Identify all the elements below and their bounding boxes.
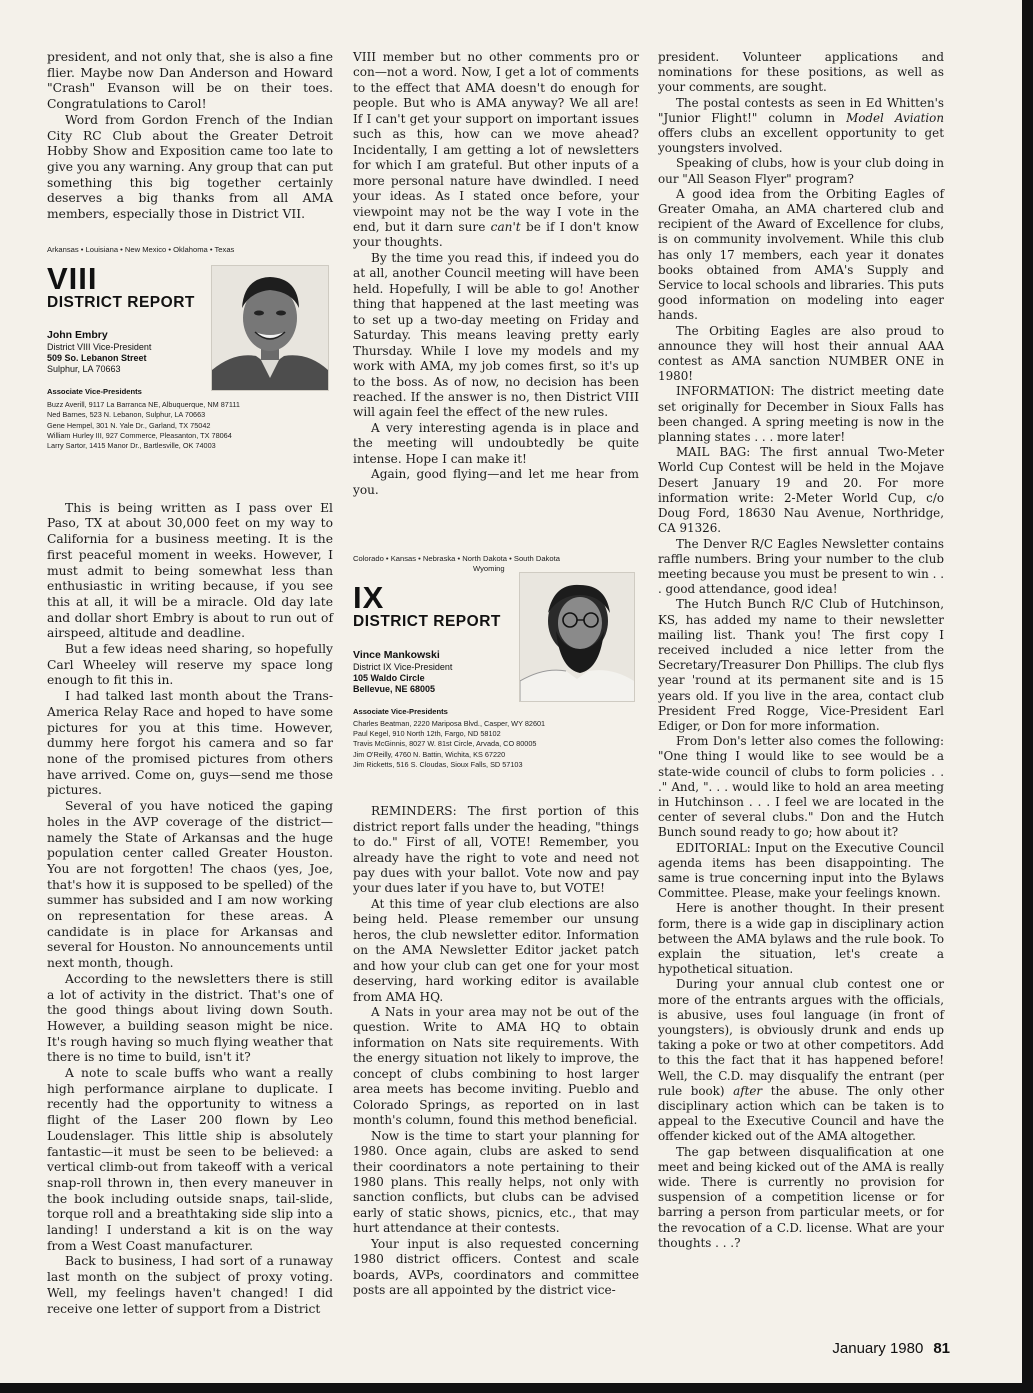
paragraph: A very interesting agenda is in place and the meeting will undoubtedly be quite intense. Hope I can make it! (353, 420, 639, 466)
emphasis: Model Aviation (846, 110, 944, 125)
assoc-item: Travis McGinnis, 8027 W. 81st Circle, Arvada, CO 80005 (353, 739, 537, 749)
paragraph: Word from Gordon French of the Indian City RC Club about the Greater Detroit Hobby Show and Exposition came too late to give you any warning. Any group that can put something this big together certainly deserves a big thanks from all AMA members, especially those in District VII. (47, 112, 333, 222)
vp-title: District IX Vice-President (353, 661, 453, 672)
paragraph: A Nats in your area may not be out of the question. Write to AMA HQ to obtain information on Nats site requirements. With the energy situation not likely to improve, the concept of clubs combining to host larger area meets has become inviting. Pueblo and Colorado Springs, as reported on in last month's column, found this method beneficial. (353, 1005, 639, 1128)
assoc-item: William Hurley III, 927 Commerce, Pleasanton, TX 78064 (47, 430, 232, 440)
paragraph (658, 977, 944, 1144)
states-line: Wyoming (473, 564, 505, 574)
assoc-item: Ned Barnes, 523 N. Lebanon, Sulphur, LA 70663 (47, 410, 206, 420)
assoc-list (47, 400, 333, 451)
text-run: During your annual club contest one or more of the entrants argues with the officials, is abusive, uses foul language (in front of youngsters), is obviously drunk and ends up taking a poke or two at other competitors. Add to this the fact that it has happened before! Well, the C.D. may disqualify the entrant (per rule book) (658, 977, 944, 1098)
portrait-bearded-man-image (520, 573, 634, 701)
paragraph: Back to business, I had sort of a runaway last month on the subject of proxy voting. Well, my feelings haven't changed! I did receive one letter of support from a District (47, 1254, 333, 1316)
text-run: be if I don't know your thoughts. (353, 219, 639, 250)
emphasis: can't (490, 219, 521, 234)
vp-city: Sulphur, LA 70663 (47, 364, 121, 375)
district-8-title: DISTRICT REPORT (47, 293, 195, 311)
paragraph: president. Volunteer applications and nominations for these positions, as well as your comments, are sought. (658, 50, 944, 95)
paragraph: Your input is also requested concerning 1980 district officers. Contest and scale boards, AVPs, coordinators and committee posts are all appointed by the district vice- (353, 1236, 639, 1298)
district-8-number: VIII (47, 260, 98, 296)
paragraph: Here is another thought. In their present form, there is a wide gap in disciplinary action between the AMA bylaws and the rule book. To explain the situation, let's create a hypothetical situation. (658, 901, 944, 977)
paragraph: Now is the time to start your planning for 1980. Once again, clubs are asked to send their coordinators a note pertaining to their 1980 plans. This really helps, not only with sanction conflicts, but clubs can be advised early of static shows, picnics, etc., that may hurt attendance at their contests. (353, 1128, 639, 1236)
vp-name: John Embry (47, 329, 108, 342)
paragraph: The Hutch Bunch R/C Club of Hutchinson, KS, has added my name to their newsletter mailing list. Thank you! The first copy I received included a nice letter from the Secretary/Treasurer Don Phillips. The club flys year 'round at its permanent site and is 15 years old. If you live in the area, contact club President Fred Rogge, Vice-President Earl Ediger, or Don for more information. (658, 597, 944, 733)
issue-date: January 1980 (832, 1340, 924, 1357)
district-9-states (353, 554, 625, 574)
paragraph: At this time of year club elections are also being held. Please remember our unsung heros, the club newsletter editor. Information on the AMA Newsletter Editor jacket patch and how your club can get one for your most deserving, hard working editor is available from AMA HQ. (353, 896, 639, 1004)
vp-name: Vince Mankowski (353, 648, 440, 661)
paragraph: The Orbiting Eagles are also proud to announce they will host their annual AAA contest as AMA sanction NUMBER ONE in 1980! (658, 323, 944, 384)
district-9-header (353, 554, 639, 792)
paragraph: From Don's letter also comes the following: "One thing I would like to see would be a state-wide council of clubs to form policies . . ." And, ". . . would like to hold an area meeting in Hutchinson . . . I feel we are located in the center of several clubs." Don and the Hutch Bunch sound ready to go; how about it? (658, 734, 944, 840)
vp-title: District VIII Vice-President (47, 342, 152, 353)
column-2 (353, 50, 639, 1299)
assoc-item: Gene Hempel, 301 N. Yale Dr., Garland, TX 75042 (47, 420, 211, 430)
assoc-item: Buzz Averill, 9117 La Barranca NE, Albuquerque, NM 87111 (47, 400, 240, 410)
paragraph: This is being written as I pass over El Paso, TX at about 30,000 feet on my way to California for a business meeting. It is the first peaceful moment in weeks. However, I must admit to being somewhat less than enthusiastic in writing because, if you see this at all, it will be a miracle. Old day late and dollar short Embry is about to run out of airspeed, altitude and deadline. (47, 500, 333, 641)
assoc-item: Jim Ricketts, 516 S. Cloudas, Sioux Falls, SD 57103 (353, 759, 523, 769)
text-run: The postal contests as seen in Ed Whitten's "Junior Flight!" column in (658, 95, 944, 125)
paragraph: A good idea from the Orbiting Eagles of Greater Omaha, an AMA chartered club and recipient of the Award of Excellence for clubs, is on community involvement. While this club has only 17 members, each year it donates books obtained from AMA's Supply and Service to local schools and libraries. This puts good information on modeling into eager hands. (658, 186, 944, 323)
column-3 (658, 50, 944, 1251)
vp-street: 105 Waldo Circle (353, 672, 425, 683)
page-number: 81 (933, 1340, 950, 1357)
vp-city: Bellevue, NE 68005 (353, 683, 436, 694)
paragraph: A note to scale buffs who want a really high performance airplane to duplicate. I recently had the opportunity to witness a flight of the Laser 200 flown by Leo Loudenslager. This little ship is absolutely fantastic—it must be seen to be believed: a vertical climb-out from takeoff with a verical snap-roll thrown in, then every maneuver in the book including outside snaps, tail-slide, torque roll and a breathtaking side slip into a landing! I understand a kit is on the way from a West Coast manufacturer. (47, 1066, 333, 1253)
assoc-item: Larry Sartor, 1415 Manor Dr., Bartlesville, OK 74003 (47, 440, 216, 450)
portrait-photo (211, 265, 329, 391)
assoc-heading: Associate Vice-Presidents (47, 387, 142, 397)
assoc-item: Charles Beatman, 2220 Mariposa Blvd., Casper, WY 82601 (353, 719, 546, 729)
paragraph: Several of you have noticed the gaping holes in the AVP coverage of the district—namely the State of Arkansas and the huge population center called Greater Houston. You are not forgotten! The chaos (yes, Joe, that's how it is supposed to be spelled) of the summer has subsided and I am now working on representation for these areas. A candidate is in place for Arkansas and several for Houston. No announcements until next month, though. (47, 799, 333, 971)
paragraph: The Denver R/C Eagles Newsletter contains raffle numbers. Bring your number to the club meeting because you must be present to win . . . good attendance, good idea! (658, 536, 944, 597)
assoc-item: Paul Kegel, 910 North 12th, Fargo, ND 58102 (353, 729, 501, 739)
paragraph: By the time you read this, if indeed you do at all, another Council meeting will have been held. Hopefully, I will be able to go! Another thing that happened at the last meeting was to set up a two-day meeting on Friday and Saturday. This means leaving pretty early Thursday. While I love my models and my work with AMA, my job comes first, so it's up to the boss. As of now, no decision has been reached. If the answer is no, then District VIII will again feel the effect of the new rules. (353, 250, 639, 420)
portrait-smiling-man-image (212, 266, 328, 390)
portrait-photo (519, 572, 635, 702)
states-line: Colorado • Kansas • Nebraska • North Dakota • South Dakota (353, 554, 560, 564)
text-run: the abuse. The only other disciplinary action which can be taken is to appeal to the Executive Council and have the offender kicked out of the AMA altogether. (658, 1083, 944, 1144)
paragraph: But a few ideas need sharing, so hopefully Carl Wheeley will reserve my space long enough to fit this in. (47, 642, 333, 688)
district-8-states: Arkansas • Louisiana • New Mexico • Oklahoma • Texas (47, 244, 235, 254)
paragraph: According to the newsletters there is still a lot of activity in the district. That's one of the good things about living down South. However, a building season might be nice. It's rough having so much flying weather that there is no time to build, isn't it? (47, 971, 333, 1065)
paragraph (353, 50, 639, 251)
district-9-number: IX (353, 580, 385, 616)
district-9-title: DISTRICT REPORT (353, 613, 501, 631)
text-run: offers clubs an excellent opportunity to get youngsters involved. (658, 126, 944, 156)
paragraph: REMINDERS: The first portion of this district report falls under the heading, "things to do." First of all, VOTE! Remember, you already have the right to vote and need not pay dues with your ballot. Vote now and pay your dues later if you have to, but VOTE! (353, 804, 639, 896)
paragraph: EDITORIAL: Input on the Executive Council agenda items has been disappointing. The same is true concerning input into the Bylaws Committee. Please, make your feelings known. (658, 840, 944, 901)
paragraph: MAIL BAG: The first annual Two-Meter World Cup Contest will be held in the Mojave Desert January 19 and 20. For more information write: 2-Meter World Cup, c/o Doug Ford, 18630 Nau Avenue, Northridge, CA 91326. (658, 445, 944, 536)
paragraph: I had talked last month about the Trans-America Relay Race and hoped to have some pictures for you at this time. However, dummy here forgot his camera and so far none of the promised pictures from others have arrived. Come on, guys—send me those pictures. (47, 689, 333, 798)
text-run: VIII member but no other comments pro or con—not a word. Now, I get a lot of comments to the effect that AMA doesn't do enough for people. But who is AMA anyway? We all are! If I can't get your support on important issues such as this, how can we move ahead? Incidentally, I am getting a lot of newsletters for which I am grateful. But other inputs of a more personal nature have dwindled. I need your ideas. As I stated once before, your viewpoint may not be the way I vote in the end, but it darn sure (353, 50, 639, 234)
district-8-header (47, 245, 333, 489)
assoc-list (353, 719, 639, 770)
paragraph (658, 96, 944, 157)
assoc-heading: Associate Vice-Presidents (353, 706, 448, 716)
column-1 (47, 50, 333, 1317)
emphasis: after (733, 1083, 763, 1098)
paragraph: The gap between disqualification at one meet and being kicked out of the AMA is really wide. There is currently no provision for suspension of a competition license or for barring a person from particular meets, or for the revocation of a C.D. license. What are your thoughts . . .? (658, 1144, 944, 1250)
assoc-item: Jim O'Reilly, 4760 N. Battin, Wichita, KS 67220 (353, 749, 506, 759)
paragraph: president, and not only that, she is also a fine flier. Maybe now Dan Anderson and Howard "Crash" Evanson will be on their toes. Congratulations to Carol! (47, 50, 333, 112)
paragraph: INFORMATION: The district meeting date set originally for December in Sioux Falls has been changed. A spring meeting is now in the planning states . . . more later! (658, 384, 944, 445)
paragraph: Speaking of clubs, how is your club doing in our "All Season Flyer" program? (658, 156, 944, 186)
vp-street: 509 So. Lebanon Street (47, 353, 147, 364)
paragraph: Again, good flying—and let me hear from you. (353, 467, 639, 497)
page-footer (780, 1340, 950, 1357)
